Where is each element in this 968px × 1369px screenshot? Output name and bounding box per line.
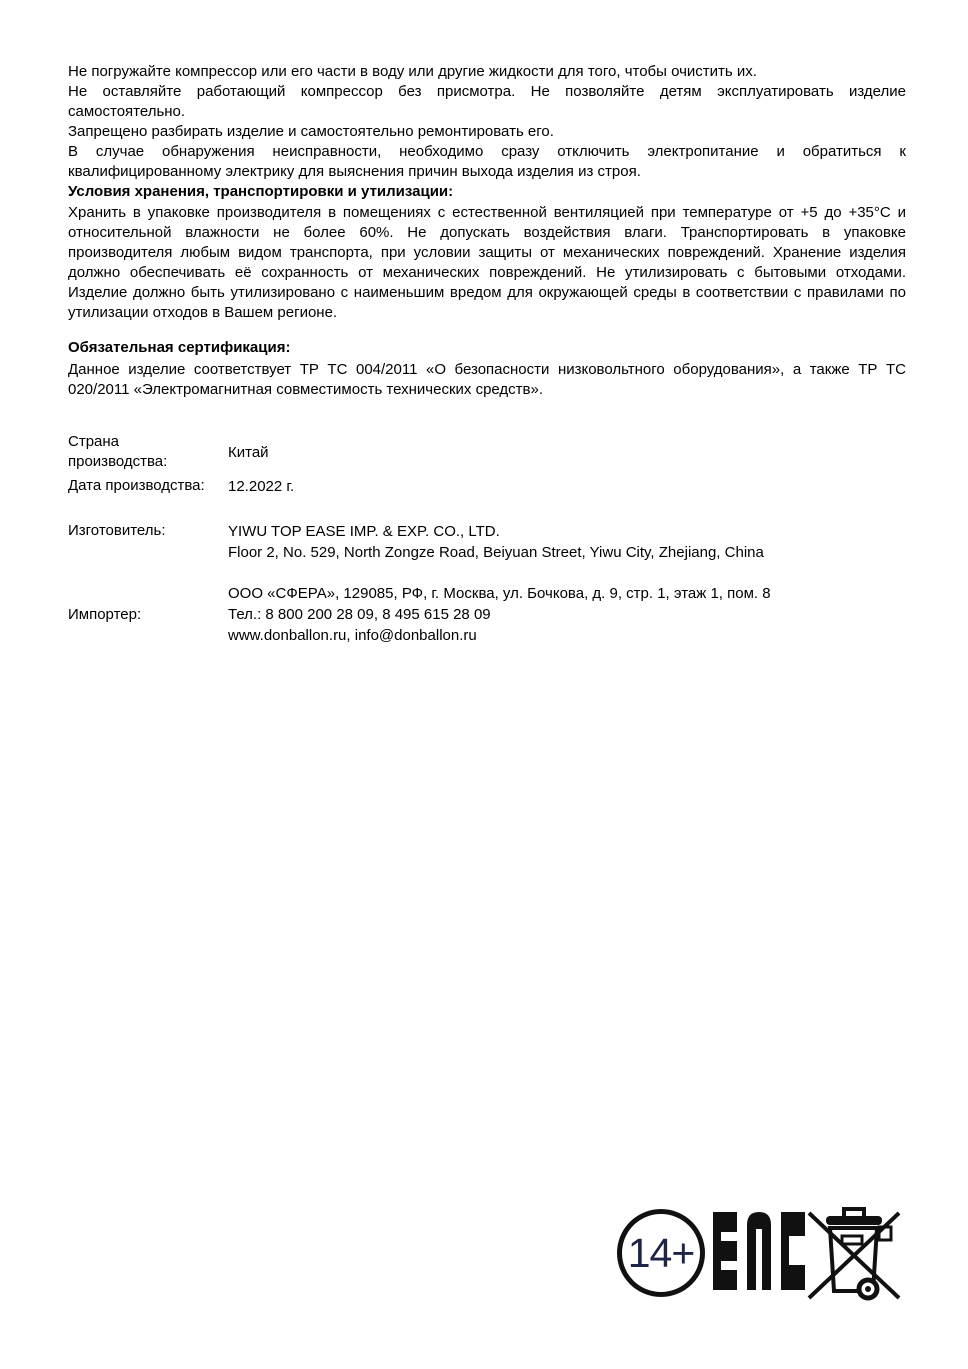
product-info-table <box>68 432 906 646</box>
safety-paragraph: Не оставляйте работающий компрессор без присмотра. Не позволяйте детям эксплуатировать изделие самостоятельно. <box>68 83 906 120</box>
storage-paragraph: Хранить в упаковке производителя в помещениях с естественной вентиляцией при температуре от +5 до +35°С и относительной влажности не более 60%. Не допускать воздействия влаги. Транспортировать в упаковке производителя любым видом транспорта, при условии защиты от механических повреждений. Хранение изделия должно обеспечивать её сохранность от механических повреждений. Не утилизировать с бытовыми отходами. Изделие должно быть утилизировано с наименьшим вредом для окружающей среды в соответствии с правилами по утилизации отходов в Вашем регионе. <box>68 204 906 321</box>
importer-web-email: www.donballon.ru, info@donballon.ru <box>228 627 477 644</box>
age-rating-text: 14+ <box>627 1229 695 1276</box>
info-value <box>228 442 906 463</box>
importer-address: ООО «СФЕРА», 129085, РФ, г. Москва, ул. Бочкова, д. 9, стр. 1, этаж 1, пом. 8 <box>228 585 771 602</box>
manufacturer-name: YIWU TOP EASE IMP. & EXP. CO., LTD. <box>228 523 500 540</box>
safety-paragraph: Запрещено разбирать изделие и самостоятельно ремонтировать его. <box>68 123 554 140</box>
safety-section <box>68 62 906 182</box>
info-label: Импортер: <box>68 605 142 623</box>
weee-crossed-bin-icon <box>806 1203 902 1303</box>
info-row-production-date <box>68 476 906 497</box>
info-label: Изготовитель: <box>68 522 166 539</box>
safety-paragraph: В случае обнаружения неисправности, необходимо сразу отключить электропитание и обратиться к квалифицированному электрику для выяснения причин выхода изделия из строя. <box>68 143 906 180</box>
info-row-manufacturer <box>68 521 906 563</box>
info-label: Дата производства: <box>68 477 205 494</box>
info-label: Страна производства: <box>68 433 168 470</box>
info-value <box>228 476 906 497</box>
info-row-country <box>68 432 906 472</box>
country-value: Китай <box>228 443 269 461</box>
info-value <box>228 583 906 646</box>
info-value <box>228 521 906 563</box>
production-date-value: 12.2022 г. <box>228 478 295 495</box>
manufacturer-address: Floor 2, No. 529, North Zongze Road, Beiyuan Street, Yiwu City, Zhejiang, China <box>228 544 764 561</box>
storage-section-heading: Условия хранения, транспортировки и утилизации: <box>68 183 454 200</box>
safety-paragraph: Не погружайте компрессор или его части в воду или другие жидкости для того, чтобы очистить их. <box>68 63 757 80</box>
eac-mark-icon <box>713 1212 805 1291</box>
certification-heading: Обязательная сертификация: <box>68 339 291 356</box>
importer-phone: Тел.: 8 800 200 28 09, 8 495 615 28 09 <box>228 606 491 623</box>
age-rating-badge <box>617 1209 705 1297</box>
info-row-importer <box>68 583 906 646</box>
certification-paragraph: Данное изделие соответствует ТР ТС 004/2011 «О безопасности низковольтного оборудования», а также ТР ТС 020/2011 «Электромагнитная совместимость технических средств». <box>68 361 906 398</box>
